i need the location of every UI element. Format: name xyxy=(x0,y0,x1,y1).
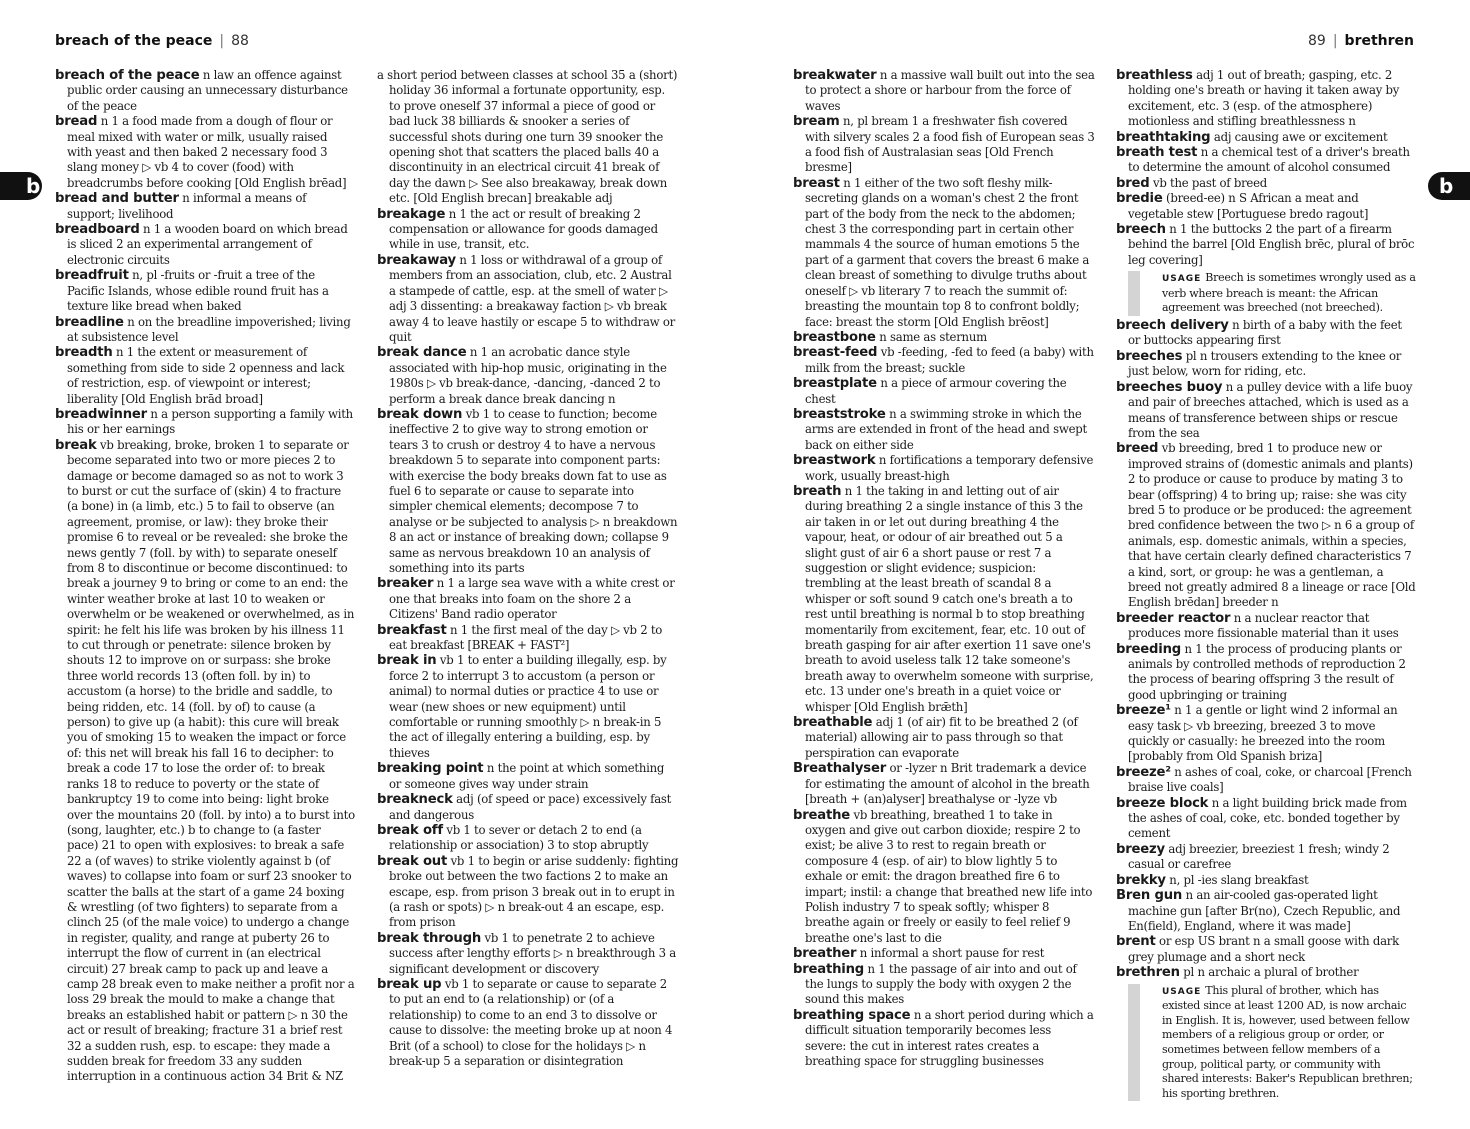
headword: breakage xyxy=(377,206,446,222)
definition: n a nuclear reactor that produces more fissionable material than it uses xyxy=(1128,610,1399,641)
definition: n a light building brick made from the ashes of coal, coke, etc. bonded together by cement xyxy=(1128,795,1407,841)
headword: breadline xyxy=(55,314,124,330)
headword: breeze block xyxy=(1116,795,1209,811)
dictionary-entry xyxy=(377,823,679,854)
headword: break out xyxy=(377,853,448,869)
headword: breaststroke xyxy=(793,406,886,422)
definition: n 1 the taking in and letting out of air during breathing 2 a single instance of this 3 the air taken in or let out during breathing 4 the vapour, heat, or odour of air breathed out 5 a slight gust of air 6 a short pause or rest 7 a suggestion or slight evidence; suspicion: trembling at the least breath of scandal 8 a whisper or soft sound 9 catch one's breath a to rest until breathing is normal b to stop breathing momentarily from excitement, fear, etc. 10 out of breath gasping for air after exertion 11 save one's breath to avoid useless talk 12 take someone's breath away to overwhelm someone with surprise, etc. 13 under one's breath in a quiet voice or whisper [Old English brǣth] xyxy=(805,483,1094,714)
definition: n 1 an acrobatic dance style associated with hip-hop music, originating in the 1980s ▷ vb break-dance, -dancing, -danced 2 to perform a break dance break dancing n xyxy=(389,345,667,406)
dictionary-entry xyxy=(55,222,355,268)
headword: bred xyxy=(1116,175,1150,191)
definition: n 1 the act or result of breaking 2 compensation or allowance for goods damaged while in use, transit, etc. xyxy=(389,206,658,252)
headword: breeding xyxy=(1116,641,1182,657)
headword: breathing space xyxy=(793,1007,911,1023)
definition: n 1 loss or withdrawal of a group of members from an association, club, etc. 2 Austral a stampede of cattle, esp. at the smell of water ▷ adj 3 dissenting: a breakaway faction ▷ vb break away 4 to leave hastily or escape 5 to withdraw or quit xyxy=(389,252,676,344)
definition: adj (of speed or pace) excessively fast and dangerous xyxy=(389,792,672,822)
column-1 xyxy=(55,68,355,1089)
dictionary-entry xyxy=(1116,765,1416,796)
definition: n, pl -ies slang breakfast xyxy=(1165,872,1309,887)
dictionary-entry xyxy=(1116,222,1416,268)
headword: breathtaking xyxy=(1116,129,1211,145)
column-3 xyxy=(793,68,1095,1089)
dictionary-entry xyxy=(55,68,355,114)
page-number-right: 89 xyxy=(1308,33,1326,49)
definition: vb 1 to separate or cause to separate 2 to put an end to (a relationship) or (of a relationship) to come to an end 3 to dissolve or cause to dissolve: the meeting broke up at noon 4 Brit (of a school) to close for the holidays ▷ n break-up 5 a separation or disintegration xyxy=(389,976,673,1068)
dictionary-entry xyxy=(55,438,355,1085)
dictionary-entry xyxy=(1116,873,1416,888)
dictionary-entry xyxy=(55,191,355,222)
dictionary-entry xyxy=(377,207,679,253)
dictionary-entry xyxy=(793,68,1095,114)
dictionary-entry xyxy=(377,623,679,654)
definition: n, pl bream 1 a freshwater fish covered with silvery scales 2 a food fish of European seas 3 a food fish of Australasian seas [Old French bresme] xyxy=(805,114,1095,175)
dictionary-entry xyxy=(793,407,1095,453)
dictionary-entry xyxy=(793,176,1095,330)
headword: breath test xyxy=(1116,145,1198,161)
usage-text: This plural of brother, which has existed since at least 1200 AD, is now archaic in English. It is, however, used between fellow members of a religious group or order, or sometimes between fellow members of a group, political party, or community with shared interests: Baker's Republican brethren; his sporting brethren. xyxy=(1162,983,1413,1100)
definition: n a chemical test of a driver's breath to determine the amount of alcohol consumed xyxy=(1128,145,1410,175)
dictionary-entry xyxy=(1116,965,1416,980)
definition: n, pl -fruits or -fruit a tree of the Pacific Islands, whose edible round fruit has a texture like bread when baked xyxy=(67,268,329,314)
definition: n 1 a large sea wave with a white crest or one that breaks into foam on the shore 2 a Citizens' Band radio operator xyxy=(389,576,675,622)
headword: break through xyxy=(377,930,482,946)
thumb-tab-right: b xyxy=(1428,172,1470,200)
headword: breathe xyxy=(793,807,851,823)
column-4 xyxy=(1116,68,1416,1100)
column-2 xyxy=(377,68,679,1089)
dictionary-entry xyxy=(377,854,679,931)
definition: n 1 the buttocks 2 the part of a firearm behind the barrel [Old English brēc, plural of brōc leg covering] xyxy=(1128,222,1415,267)
dictionary-entry xyxy=(55,114,355,191)
headword: breech xyxy=(1116,222,1166,238)
dictionary-entry xyxy=(377,68,679,207)
headword: Breathalyser xyxy=(793,761,887,777)
headword: breakneck xyxy=(377,792,453,808)
headword: breathing xyxy=(793,961,865,977)
headword: breath xyxy=(793,483,842,499)
dictionary-entry xyxy=(55,345,355,407)
headword: breaking point xyxy=(377,761,484,777)
headword: break off xyxy=(377,822,443,838)
definition: n a piece of armour covering the chest xyxy=(805,376,1067,406)
definition: n informal a means of support; livelihood xyxy=(67,191,307,221)
headword: break xyxy=(55,437,97,453)
definition: n a short period during which a difficult situation temporarily becomes less severe: the cut in interest rates creates a breathing space for struggling businesses xyxy=(805,1007,1094,1068)
definition: n 1 a gentle or light wind 2 informal an easy task ▷ vb breezing, breezed 3 to move quickly or casually: he breezed into the room [probably from Old Spanish briza] xyxy=(1128,703,1398,764)
headword: brent xyxy=(1116,934,1156,950)
headword: break dance xyxy=(377,345,467,361)
guide-word-left: breach of the peace xyxy=(55,33,213,49)
dictionary-entry xyxy=(793,330,1095,345)
definition: n an air-cooled gas-operated light machine gun [after Br(no), Czech Republic, and En(field), England, where it was made] xyxy=(1128,888,1401,933)
usage-note xyxy=(1128,984,1416,1102)
dictionary-entry xyxy=(55,268,355,314)
dictionary-entry xyxy=(793,715,1095,761)
dictionary-entry xyxy=(377,761,679,792)
definition: n law an offence against public order causing an unnecessary disturbance of the peace xyxy=(67,68,348,113)
headword: breach of the peace xyxy=(55,68,200,83)
definition: vb breeding, bred 1 to produce new or improved strains of (domestic animals and plants) 2 to produce or cause to produce by mating 3 to bear (offspring) 4 to bring up; raise: she was city bred 5 to produce or be produced: the agreement bred confidence between the two ▷ n 6 a group of animals, esp. domestic animals, within a species, that have certain clearly defined characteristics 7 a kind, sort, or group: he was a gentleman, a breed not greatly admired 8 a lineage or race [Old English brēdan] breeder n xyxy=(1128,441,1416,610)
definition: pl n trousers extending to the knee or just below, worn for riding, etc. xyxy=(1128,348,1402,379)
headword: break in xyxy=(377,653,437,669)
dictionary-entry xyxy=(377,931,679,977)
dictionary-entry xyxy=(1116,349,1416,380)
headword: breeze¹ xyxy=(1116,703,1171,719)
definition: vb breathing, breathed 1 to take in oxygen and give out carbon dioxide; respire 2 to exist; be alive 3 to rest to regain breath or composure 4 (esp. of air) to blow lightly 5 to exhale or emit: the dragon breathed fire 6 to impart; instil: a change that breathed new life into Polish industry 7 to speak softly; whisper 8 breathe again or freely or easily to feel relief 9 breathe one's last to die xyxy=(805,807,1093,945)
headword: bread xyxy=(55,114,98,130)
dictionary-entry xyxy=(793,114,1095,176)
usage-label: USAGE xyxy=(1162,986,1202,997)
definition: n a swimming stroke in which the arms are extended in front of the head and swept back on either side xyxy=(805,406,1087,452)
dictionary-entry xyxy=(377,345,679,407)
headword: breastplate xyxy=(793,376,877,392)
headword: breakaway xyxy=(377,252,456,268)
headword: breadth xyxy=(55,345,113,361)
definition: pl n archaic a plural of brother xyxy=(1179,965,1359,980)
definition: n 1 the passage of air into and out of the lungs to supply the body with oxygen 2 the sound this makes xyxy=(805,961,1077,1007)
definition: n same as sternum xyxy=(875,329,987,344)
definition: adj 1 (of air) fit to be breathed 2 (of material) allowing air to pass through so that perspiration can evaporate xyxy=(805,715,1078,760)
usage-note xyxy=(1128,271,1416,316)
definition: n 1 the first meal of the day ▷ vb 2 to eat breakfast [BREAK + FAST²] xyxy=(389,622,663,653)
dictionary-entry xyxy=(1116,611,1416,642)
dictionary-entry xyxy=(1116,796,1416,842)
running-head-right xyxy=(1308,33,1414,49)
dictionary-entry xyxy=(1116,191,1416,222)
dictionary-entry xyxy=(377,977,679,1069)
dictionary-entry xyxy=(55,407,355,438)
dictionary-entry xyxy=(377,792,679,823)
thumb-tab-left: b xyxy=(0,172,42,200)
headword: brekky xyxy=(1116,872,1166,888)
definition: vb 1 to sever or detach 2 to end (a relationship or association) 3 to stop abruptly xyxy=(389,822,649,853)
separator: | xyxy=(1332,33,1338,49)
headword: breakfast xyxy=(377,622,447,638)
headword: breaker xyxy=(377,576,434,592)
separator: | xyxy=(219,33,225,49)
definition: adj 1 out of breath; gasping, etc. 2 holding one's breath or having it taken away by excitement, etc. 3 (esp. of the atmosphere) motionless and stifling breathlessness n xyxy=(1128,68,1400,129)
definition: n 1 a food made from a dough of flour or meal mixed with water or milk, usually raised with yeast and then baked 2 necessary food 3 slang money ▷ vb 4 to cover (food) with breadcrumbs before cooking [Old English brēad] xyxy=(67,114,347,190)
definition: or esp US brant n a small goose with dark grey plumage and a short neck xyxy=(1128,934,1399,964)
dictionary-entry xyxy=(1116,642,1416,704)
headword: breezy xyxy=(1116,841,1165,857)
dictionary-entry xyxy=(377,653,679,761)
headword: breadboard xyxy=(55,222,140,238)
dictionary-entry xyxy=(377,576,679,622)
definition: vb 1 to begin or arise suddenly: fighting broke out between the two factions 2 to make an escape, esp. from prison 3 break out in to erupt in (a rash or spots) ▷ n break-out 4 an escape, esp. from prison xyxy=(389,853,679,930)
dictionary-entry xyxy=(1116,888,1416,934)
headword: breeze² xyxy=(1116,764,1171,780)
dictionary-entry xyxy=(1116,441,1416,610)
definition: n a person supporting a family with his or her earnings xyxy=(67,406,353,437)
headword: breadwinner xyxy=(55,406,147,422)
definition: vb breaking, broke, broken 1 to separate or become separated into two or more pieces 2 to damage or become damaged so as not to work 3 to burst or cut the surface of (skin) 4 to fracture (a bone) in (a limb, etc.) 5 to fail to observe (an agreement, promise, or law): they broke their promise 6 to reveal or be revealed: she broke the news gently 7 (foll. by with) to separate oneself from 8 to discontinue or become discontinued: to break a journey 9 to bring or come to an end: the winter weather broke at last 10 to weaken or overwhelm or be weakened or overwhelmed, as in spirit: he felt his life was broken by his illness 11 to cut through or penetrate: silence broken by shouts 12 to improve on or surpass: she broke three world records 13 (often foll. by in) to accustom (a horse) to the bridle and saddle, to being ridden, etc. 14 (foll. by of) to cause (a person) to give up (a habit): this cure will break you of smoking 15 to weaken the impact or force of: this net will break his fall 16 to decipher: to break a code 17 to lose the order of: to break ranks 18 to reduce to poverty or the state of bankruptcy 19 to come into being: light broke over the mountains 20 (foll. by into) a to burst into (song, laughter, etc.) b to change to (a faster pace) 21 to open with explosives: to break a safe 22 a (of waves) to strike violently against b (of waves) to collapse into foam or surf 23 snooker to scatter the balls at the start of a game 24 boxing & wrestling (of two fighters) to separate from a clinch 25 (of the male voice) to undergo a change in register, quality, and range at puberty 26 to interrupt the flow of current in (an electrical circuit) 27 break camp to pack up and leave a camp 28 break even to make neither a profit nor a loss 29 break the mould to make a change that breaks an established habit or pattern ▷ n 30 the act or result of breaking; fracture 31 a brief rest 32 a sudden rush, esp. to escape: they made a sudden break for freedom 33 any sudden interruption in a continuous action 34 Brit & NZ xyxy=(67,437,355,1084)
headword: bread and butter xyxy=(55,191,179,207)
definition: n birth of a baby with the feet or buttocks appearing first xyxy=(1128,318,1402,348)
dictionary-entry xyxy=(1116,380,1416,442)
dictionary-entry xyxy=(793,962,1095,1008)
headword: breastbone xyxy=(793,329,876,345)
dictionary-entry xyxy=(1116,68,1416,130)
dictionary-entry xyxy=(793,808,1095,947)
dictionary-entry xyxy=(1116,176,1416,191)
dictionary-entry xyxy=(1116,703,1416,765)
headword: breast-feed xyxy=(793,345,878,361)
definition: adj breezier, breeziest 1 fresh; windy 2 casual or carefree xyxy=(1128,841,1390,872)
running-head-left xyxy=(55,33,249,49)
dictionary-entry xyxy=(1116,934,1416,965)
headword: breeches xyxy=(1116,348,1183,364)
headword: breed xyxy=(1116,441,1159,457)
definition: n 1 either of the two soft fleshy milk-secreting glands on a woman's chest 2 the front part of the body from the neck to the abdomen; chest 3 the corresponding part in certain other mammals 4 the source of human emotions 5 the part of a garment that covers the breast 6 make a clean breast of something to divulge truths about oneself ▷ vb literary 7 to reach the summit of: breasting the mountain top 8 to confront boldly; face: breast the storm [Old English brēost] xyxy=(805,175,1090,329)
headword: breathable xyxy=(793,715,873,731)
definition: vb 1 to penetrate 2 to achieve success after lengthy efforts ▷ n breakthrough 3 a significant development or discovery xyxy=(389,930,676,976)
definition: n informal a short pause for rest xyxy=(856,946,1045,961)
usage-text: Breech is sometimes wrongly used as a verb where breach is meant: the African agreement was breeched (not breeched). xyxy=(1162,271,1416,315)
headword: breeches buoy xyxy=(1116,379,1223,395)
definition: n fortifications a temporary defensive work, usually breast-high xyxy=(805,453,1094,483)
definition: vb 1 to enter a building illegally, esp. by force 2 to interrupt 3 to accustom (a person or animal) to normal duties or practice 4 to use or wear (new shoes or new equipment) until comfortable or running smoothly ▷ n break-in 5 the act of illegally entering a building, esp. by thieves xyxy=(389,653,667,760)
dictionary-entry xyxy=(1116,130,1416,145)
definition: or -lyzer n Brit trademark a device for estimating the amount of alcohol in the breath [breath + (an)alyser] breathalyse or -lyze vb xyxy=(805,761,1090,807)
definition: n the point at which something or someone gives way under strain xyxy=(389,761,665,791)
headword: breech delivery xyxy=(1116,318,1229,334)
definition: a short period between classes at school 35 a (short) holiday 36 informal a fortunate opportunity, esp. to prove oneself 37 informal a piece of good or bad luck 38 billiards & snooker a series of successful shots during one turn 39 snooker the opening shot that scatters the placed balls 40 a discontinuity in an electrical circuit 41 break of day the dawn ▷ See also breakaway, break down etc. [Old English brecan] breakable adj xyxy=(377,68,678,206)
usage-label: USAGE xyxy=(1162,274,1202,285)
definition: n a massive wall built out into the sea to protect a shore or harbour from the force of waves xyxy=(805,68,1095,113)
headword: breadfruit xyxy=(55,268,129,284)
definition: adj causing awe or excitement xyxy=(1210,129,1388,144)
page-number-left: 88 xyxy=(231,33,249,49)
definition: n 1 a wooden board on which bread is sliced 2 an experimental arrangement of electronic circuits xyxy=(67,222,348,267)
dictionary-entry xyxy=(55,315,355,346)
guide-word-right: brethren xyxy=(1344,33,1414,49)
headword: Bren gun xyxy=(1116,888,1183,904)
dictionary-entry xyxy=(793,484,1095,715)
dictionary-entry xyxy=(377,407,679,576)
headword: break down xyxy=(377,406,463,422)
definition: vb the past of breed xyxy=(1149,175,1267,190)
headword: brethren xyxy=(1116,965,1180,981)
dictionary-entry xyxy=(793,376,1095,407)
headword: breakwater xyxy=(793,68,877,83)
dictionary-entry xyxy=(793,946,1095,961)
headword: breastwork xyxy=(793,453,876,469)
definition: n on the breadline impoverished; living at subsistence level xyxy=(67,314,351,344)
dictionary-entry xyxy=(793,345,1095,376)
headword: breathless xyxy=(1116,68,1193,83)
headword: breather xyxy=(793,946,857,962)
definition: n 1 the process of producing plants or animals by controlled methods of reproduction 2 the process of bearing offspring 3 the result of good upbringing or training xyxy=(1128,641,1406,702)
dictionary-entry xyxy=(793,761,1095,807)
headword: break up xyxy=(377,976,442,992)
definition: vb -feeding, -fed to feed (a baby) with milk from the breast; suckle xyxy=(805,345,1094,375)
definition: (breed-ee) n S African a meat and vegetable stew [Portuguese bredo ragout] xyxy=(1128,191,1369,221)
dictionary-entry xyxy=(793,1008,1095,1070)
definition: n 1 the extent or measurement of something from side to side 2 openness and lack of restriction, esp. of viewpoint or interest; liberality [Old English brād broad] xyxy=(67,345,345,406)
definition: n a pulley device with a life buoy and pair of breeches attached, which is used as a means of transference between ships or rescue from the sea xyxy=(1128,379,1413,440)
definition: n ashes of coal, coke, or charcoal [French braise live coals] xyxy=(1128,764,1412,795)
headword: breeder reactor xyxy=(1116,610,1231,626)
headword: bream xyxy=(793,114,840,130)
dictionary-entry xyxy=(1116,842,1416,873)
headword: breast xyxy=(793,175,840,191)
dictionary-entry xyxy=(377,253,679,345)
definition: vb 1 to cease to function; become ineffective 2 to give way to strong emotion or tears 3 to crush or destroy 4 to have a nervous breakdown 5 to separate into component parts: with exercise the body breaks down fat to use as fuel 6 to separate or cause to separate into simpler chemical elements; decompose 7 to analyse or be subjected to analysis ▷ n breakdown 8 an act or instance of breaking down; collapse 9 same as nervous breakdown 10 an analysis of something into its parts xyxy=(389,406,678,575)
dictionary-entry xyxy=(793,453,1095,484)
headword: bredie xyxy=(1116,191,1163,207)
dictionary-entry xyxy=(1116,318,1416,349)
dictionary-entry xyxy=(1116,145,1416,176)
